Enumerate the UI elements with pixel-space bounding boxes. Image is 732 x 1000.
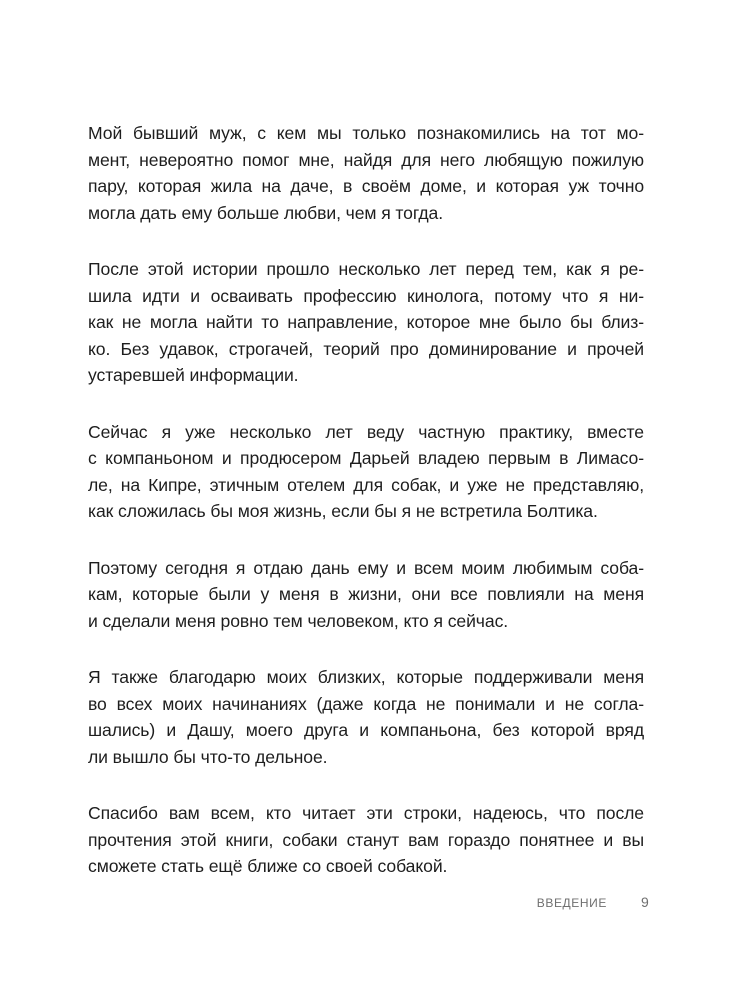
text-line: Я также благодарю моих близких, которые поддерживали меня [88, 667, 644, 687]
paragraph-2 [88, 256, 644, 389]
text-line: мент, невероятно помог мне, найдя для него любящую пожилую [88, 149, 644, 170]
text-line: с компаньоном и продюсером Дарьей владею первым в Лимасо- [88, 448, 644, 468]
text-line: устаревшей информации. [88, 365, 299, 385]
text-line: как не могла найти то направление, которое мне было бы близ- [88, 312, 644, 332]
text-line: Сейчас я уже несколько лет веду частную практику, вместе [88, 421, 644, 442]
text-line: как сложилась бы моя жизнь, если бы я не встретила Болтика. [88, 501, 598, 521]
text-line: ко. Без удавок, строгачей, теорий про доминирование и прочей [88, 338, 644, 359]
text-line: После этой истории прошло несколько лет перед тем, как я ре- [88, 259, 644, 279]
text-line: прочтения этой книги, собаки станут вам гораздо понятнее и вы [88, 829, 644, 850]
text-line: шила идти и осваивать профессию кинолога, потому что я ни- [88, 285, 644, 306]
page-number: 9 [641, 894, 649, 910]
paragraph-5 [88, 664, 644, 770]
text-line: кам, которые были у меня в жизни, они все повлияли на меня [88, 584, 644, 604]
text-line: Спасибо вам всем, кто читает эти строки, надеюсь, что после [88, 803, 644, 823]
text-line: Поэтому сегодня я отдаю дань ему и всем моим любимым соба- [88, 557, 644, 578]
text-line: Мой бывший муж, с кем мы только познакомились на тот мо- [88, 123, 644, 143]
paragraph-3 [88, 419, 644, 525]
text-line: могла дать ему больше любви, чем я тогда. [88, 202, 444, 223]
text-line: и сделали меня ровно тем человеком, кто я сейчас. [88, 610, 509, 631]
text-line: ли вышло бы что-то дельное. [88, 746, 328, 767]
paragraph-1 [88, 120, 644, 226]
text-line: сможете стать ещё ближе со своей собакой. [88, 856, 448, 876]
text-line: шались) и Дашу, моего друга и компаньона, без которой вряд [88, 720, 644, 740]
text-line: ле, на Кипре, этичным отелем для собак, и уже не представляю, [88, 474, 644, 495]
paragraph-4 [88, 555, 644, 635]
text-line: пару, которая жила на даче, в своём доме, и которая уж точно [88, 176, 644, 196]
page-body [88, 120, 644, 910]
text-line: во всех моих начинаниях (даже когда не понимали и не согла- [88, 693, 644, 714]
page-footer [0, 894, 732, 914]
section-title: ВВЕДЕНИЕ [536, 896, 607, 910]
paragraph-6 [88, 800, 644, 880]
